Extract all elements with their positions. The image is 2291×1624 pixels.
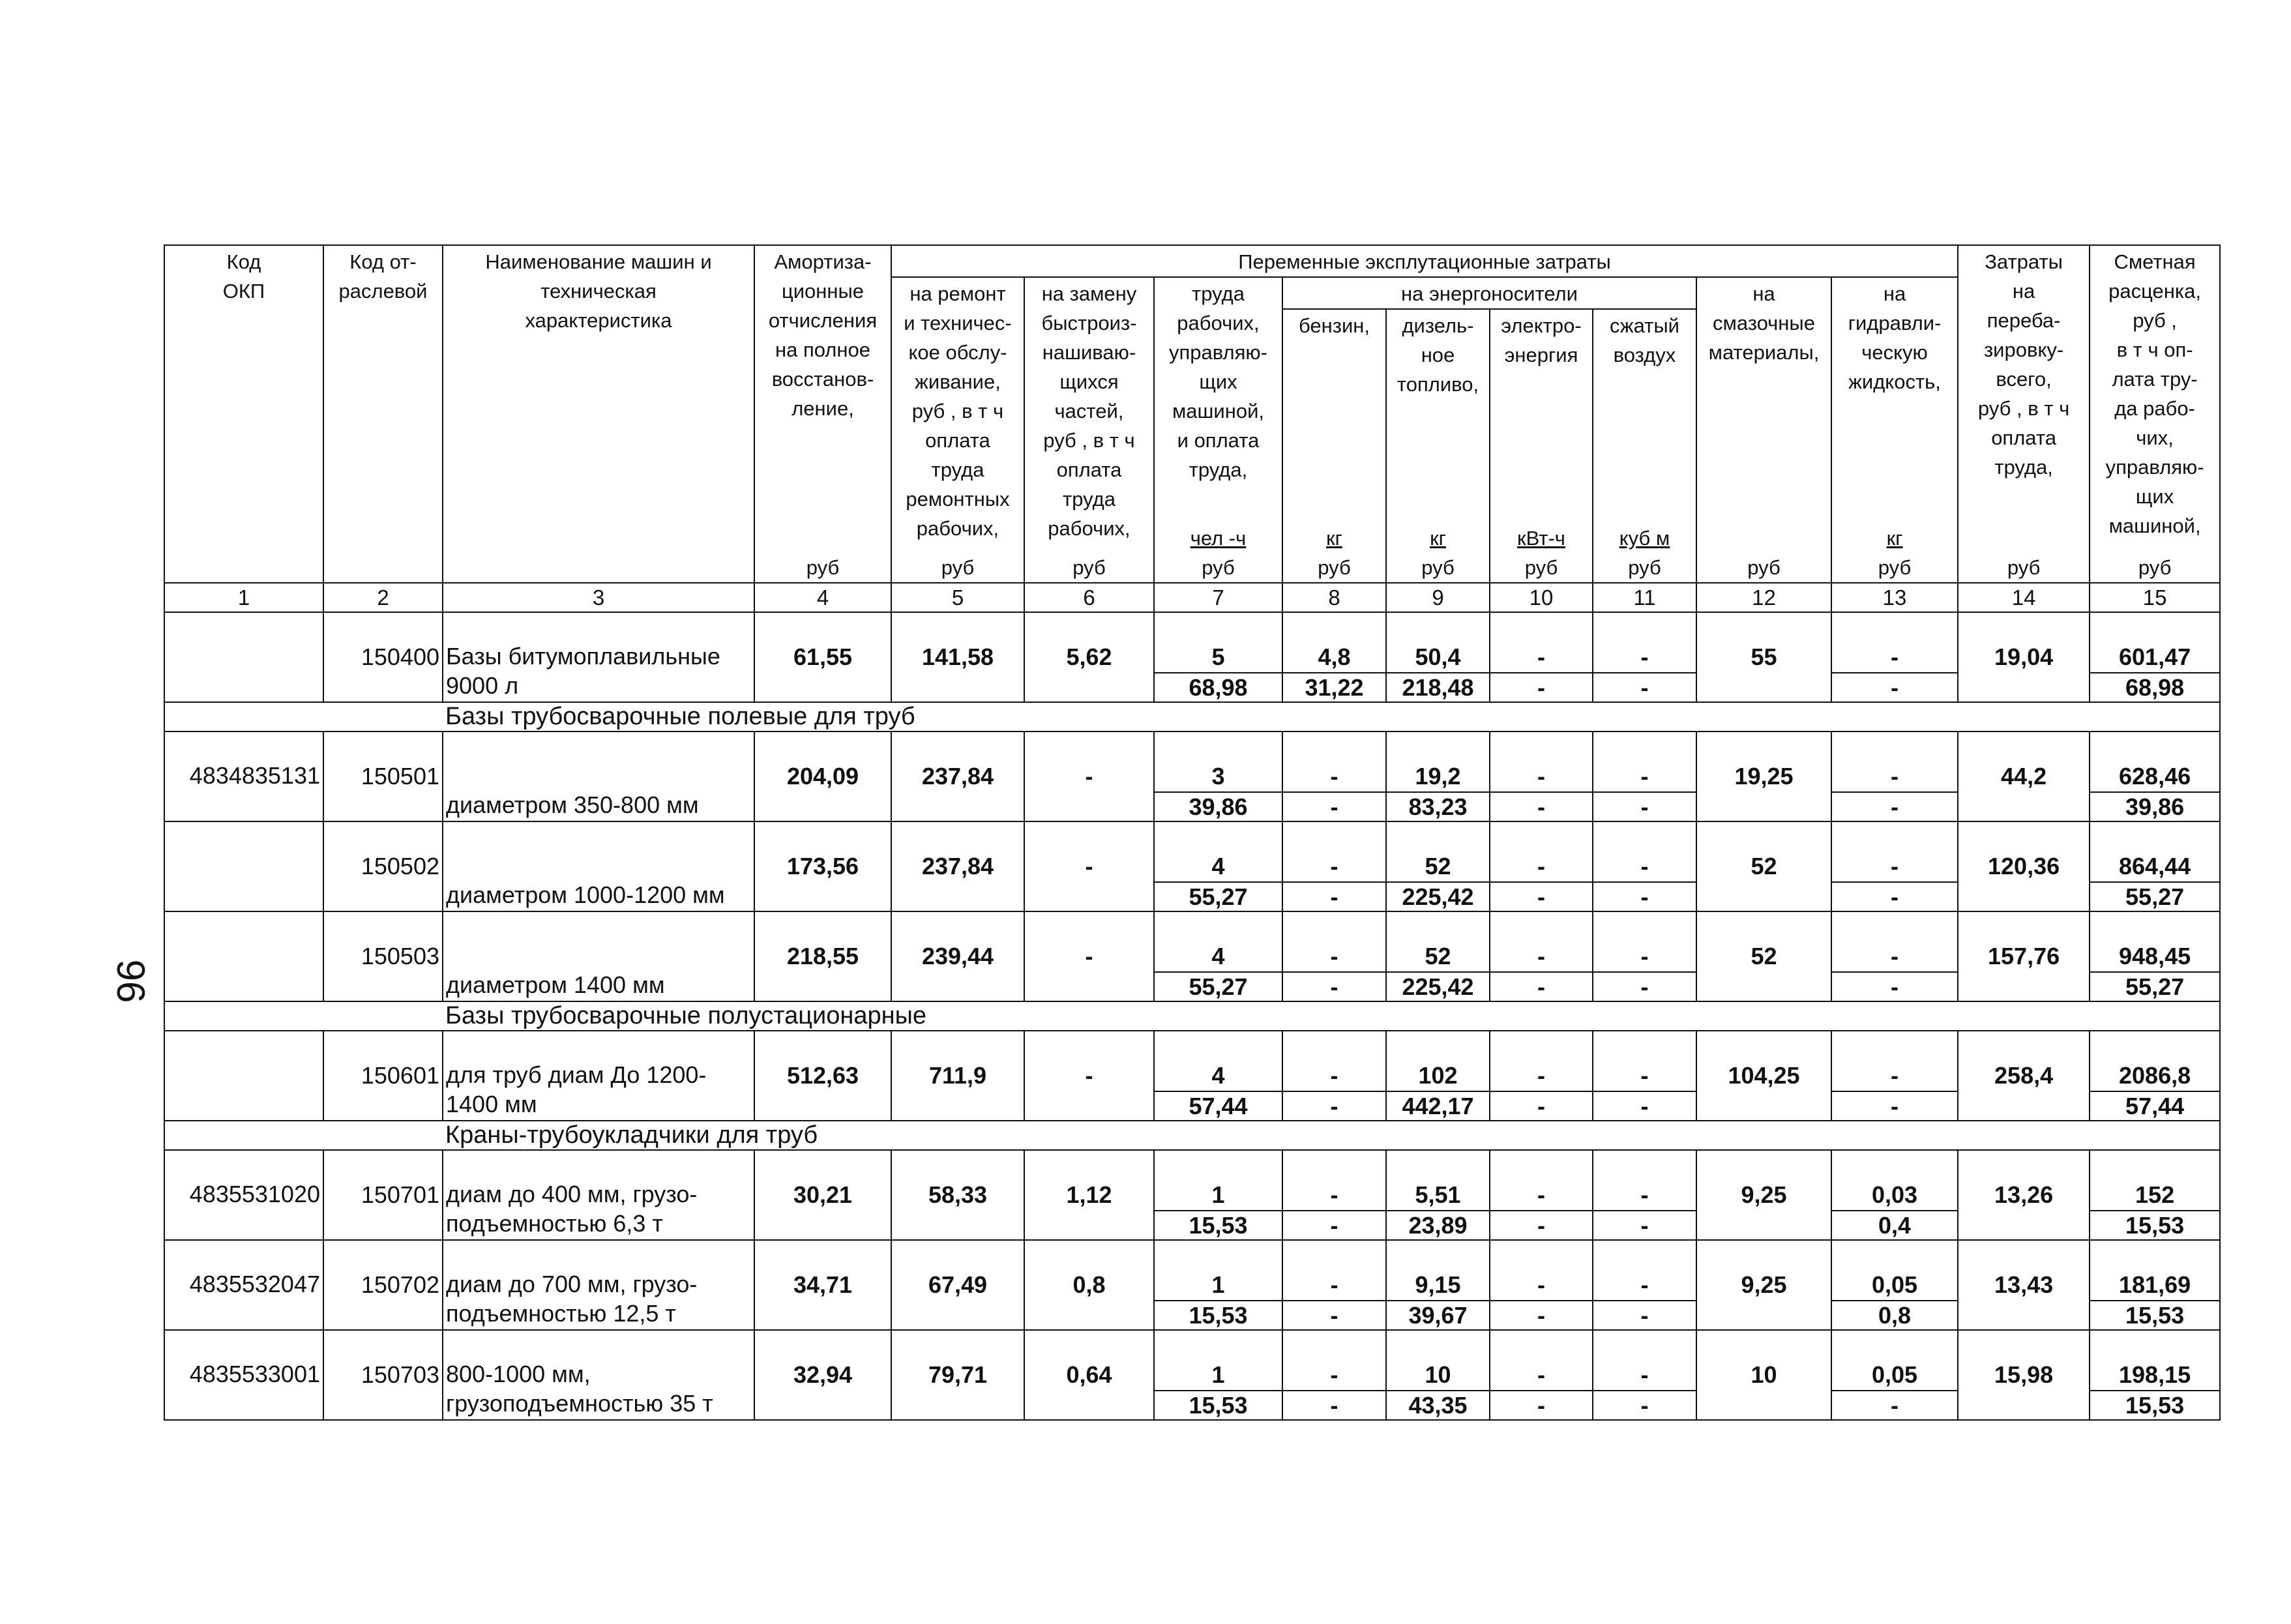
labor-cost: 15,53 bbox=[1154, 1211, 1282, 1240]
hydraulic-cost: - bbox=[1831, 792, 1958, 821]
estimated-rate: 864,44 bbox=[2090, 821, 2220, 882]
rebase-value: 157,76 bbox=[1958, 911, 2090, 1001]
header-energy: на энергоносители bbox=[1282, 277, 1696, 309]
estimated-rate-labor: 15,53 bbox=[2090, 1301, 2220, 1330]
petrol-cost: - bbox=[1282, 882, 1386, 911]
air-m3: - bbox=[1593, 612, 1696, 673]
hydraulic-kg: - bbox=[1831, 911, 1958, 972]
table-row bbox=[164, 612, 2220, 673]
electricity-cost: - bbox=[1490, 1091, 1593, 1121]
air-cost: - bbox=[1593, 1301, 1696, 1330]
repair-value: 67,49 bbox=[891, 1240, 1024, 1330]
table-row bbox=[164, 1150, 2220, 1211]
diesel-cost: 218,48 bbox=[1386, 673, 1490, 702]
rebase-value: 15,98 bbox=[1958, 1330, 2090, 1420]
labor-cost: 15,53 bbox=[1154, 1391, 1282, 1420]
petrol-kg: - bbox=[1282, 1330, 1386, 1391]
amortization-value: 34,71 bbox=[754, 1240, 891, 1330]
air-m3: - bbox=[1593, 821, 1696, 882]
labor-hours: 4 bbox=[1154, 1031, 1282, 1091]
hydraulic-cost: - bbox=[1831, 972, 1958, 1001]
rate-table bbox=[164, 244, 2221, 1421]
estimated-rate-labor: 39,86 bbox=[2090, 792, 2220, 821]
amortization-value: 204,09 bbox=[754, 731, 891, 821]
header-machine-name: Наименование машин и техническая характеристика bbox=[443, 245, 754, 583]
header-estimated-rate: Сметная расценка, руб , в т ч оп- лата тру- да рабо- чих, управляю- щих машиной, руб bbox=[2090, 245, 2220, 583]
hydraulic-kg: 0,05 bbox=[1831, 1240, 1958, 1301]
rebase-value: 44,2 bbox=[1958, 731, 2090, 821]
column-number: 8 bbox=[1282, 583, 1386, 612]
table-body bbox=[164, 612, 2220, 1420]
okp-code bbox=[164, 911, 323, 1001]
lubricants-value: 52 bbox=[1696, 911, 1831, 1001]
okp-code: 4835533001 bbox=[164, 1330, 323, 1420]
machine-name: 800-1000 мм, грузоподъемностью 35 т bbox=[443, 1330, 754, 1420]
section-header-row bbox=[164, 1001, 2220, 1031]
table-row bbox=[164, 911, 2220, 972]
hydraulic-kg: - bbox=[1831, 612, 1958, 673]
column-number: 7 bbox=[1154, 583, 1282, 612]
parts-value: - bbox=[1024, 911, 1154, 1001]
rebase-value: 13,26 bbox=[1958, 1150, 2090, 1240]
diesel-kg: 19,2 bbox=[1386, 731, 1490, 792]
electricity-cost: - bbox=[1490, 1211, 1593, 1240]
labor-cost: 55,27 bbox=[1154, 972, 1282, 1001]
machine-name: диаметром 1400 мм bbox=[443, 911, 754, 1001]
hydraulic-cost: 0,4 bbox=[1831, 1211, 1958, 1240]
diesel-kg: 50,4 bbox=[1386, 612, 1490, 673]
petrol-kg: - bbox=[1282, 1150, 1386, 1211]
table-row bbox=[164, 1330, 2220, 1391]
column-number: 14 bbox=[1958, 583, 2090, 612]
estimated-rate-labor: 68,98 bbox=[2090, 673, 2220, 702]
air-cost: - bbox=[1593, 882, 1696, 911]
branch-code: 150703 bbox=[323, 1330, 443, 1420]
petrol-kg: - bbox=[1282, 731, 1386, 792]
branch-code: 150702 bbox=[323, 1240, 443, 1330]
column-number: 3 bbox=[443, 583, 754, 612]
lubricants-value: 104,25 bbox=[1696, 1031, 1831, 1121]
branch-code: 150701 bbox=[323, 1150, 443, 1240]
header-electricity: электро- энергия кВт-ч руб bbox=[1490, 309, 1593, 583]
amortization-value: 32,94 bbox=[754, 1330, 891, 1420]
okp-code: 4834835131 bbox=[164, 731, 323, 821]
hydraulic-kg: - bbox=[1831, 731, 1958, 792]
column-number: 2 bbox=[323, 583, 443, 612]
diesel-cost: 43,35 bbox=[1386, 1391, 1490, 1420]
electricity-cost: - bbox=[1490, 792, 1593, 821]
estimated-rate-labor: 15,53 bbox=[2090, 1391, 2220, 1420]
branch-code: 150501 bbox=[323, 731, 443, 821]
repair-value: 237,84 bbox=[891, 821, 1024, 911]
air-m3: - bbox=[1593, 1330, 1696, 1391]
amortization-value: 173,56 bbox=[754, 821, 891, 911]
section-header-row bbox=[164, 702, 2220, 731]
column-number: 12 bbox=[1696, 583, 1831, 612]
repair-value: 58,33 bbox=[891, 1150, 1024, 1240]
header-labor: труда рабочих, управляю- щих машиной, и оплата труда, чел -ч руб bbox=[1154, 277, 1282, 583]
amortization-value: 61,55 bbox=[754, 612, 891, 702]
machine-name: для труб диам До 1200- 1400 мм bbox=[443, 1031, 754, 1121]
repair-value: 141,58 bbox=[891, 612, 1024, 702]
okp-code: 4835532047 bbox=[164, 1240, 323, 1330]
labor-cost: 55,27 bbox=[1154, 882, 1282, 911]
repair-value: 237,84 bbox=[891, 731, 1024, 821]
electricity-cost: - bbox=[1490, 1301, 1593, 1330]
labor-hours: 1 bbox=[1154, 1240, 1282, 1301]
branch-code: 150503 bbox=[323, 911, 443, 1001]
electricity-kwh: - bbox=[1490, 1330, 1593, 1391]
electricity-kwh: - bbox=[1490, 612, 1593, 673]
parts-value: - bbox=[1024, 1031, 1154, 1121]
parts-value: 0,8 bbox=[1024, 1240, 1154, 1330]
diesel-cost: 225,42 bbox=[1386, 972, 1490, 1001]
parts-value: 0,64 bbox=[1024, 1330, 1154, 1420]
petrol-kg: 4,8 bbox=[1282, 612, 1386, 673]
lubricants-value: 10 bbox=[1696, 1330, 1831, 1420]
diesel-cost: 83,23 bbox=[1386, 792, 1490, 821]
column-number: 5 bbox=[891, 583, 1024, 612]
labor-hours: 4 bbox=[1154, 911, 1282, 972]
column-number: 6 bbox=[1024, 583, 1154, 612]
estimated-rate: 948,45 bbox=[2090, 911, 2220, 972]
estimated-rate-labor: 55,27 bbox=[2090, 882, 2220, 911]
rebase-value: 13,43 bbox=[1958, 1240, 2090, 1330]
estimated-rate: 152 bbox=[2090, 1150, 2220, 1211]
electricity-cost: - bbox=[1490, 972, 1593, 1001]
estimated-rate: 601,47 bbox=[2090, 612, 2220, 673]
estimated-rate: 198,15 bbox=[2090, 1330, 2220, 1391]
hydraulic-kg: 0,03 bbox=[1831, 1150, 1958, 1211]
estimated-rate-labor: 57,44 bbox=[2090, 1091, 2220, 1121]
air-m3: - bbox=[1593, 1240, 1696, 1301]
labor-hours: 1 bbox=[1154, 1330, 1282, 1391]
repair-value: 711,9 bbox=[891, 1031, 1024, 1121]
lubricants-value: 52 bbox=[1696, 821, 1831, 911]
column-number: 15 bbox=[2090, 583, 2220, 612]
amortization-value: 30,21 bbox=[754, 1150, 891, 1240]
air-m3: - bbox=[1593, 911, 1696, 972]
diesel-cost: 39,67 bbox=[1386, 1301, 1490, 1330]
rate-table-container bbox=[164, 244, 2221, 1421]
diesel-kg: 10 bbox=[1386, 1330, 1490, 1391]
hydraulic-cost: - bbox=[1831, 882, 1958, 911]
diesel-cost: 23,89 bbox=[1386, 1211, 1490, 1240]
petrol-cost: 31,22 bbox=[1282, 673, 1386, 702]
column-number: 13 bbox=[1831, 583, 1958, 612]
electricity-kwh: - bbox=[1490, 1150, 1593, 1211]
diesel-cost: 225,42 bbox=[1386, 882, 1490, 911]
branch-code: 150502 bbox=[323, 821, 443, 911]
header-diesel: дизель- ное топливо, кг руб bbox=[1386, 309, 1490, 583]
table-row bbox=[164, 731, 2220, 792]
header-variable-costs: Переменные эксплутационные затраты bbox=[891, 245, 1958, 277]
header-hydraulic: на гидравли- ческую жидкость, кг руб bbox=[1831, 277, 1958, 583]
petrol-kg: - bbox=[1282, 821, 1386, 882]
air-m3: - bbox=[1593, 731, 1696, 792]
section-spacer bbox=[164, 1001, 443, 1031]
electricity-kwh: - bbox=[1490, 1240, 1593, 1301]
section-title: Базы трубосварочные полевые для труб bbox=[443, 702, 2220, 731]
column-number: 11 bbox=[1593, 583, 1696, 612]
air-cost: - bbox=[1593, 1391, 1696, 1420]
labor-cost: 39,86 bbox=[1154, 792, 1282, 821]
hydraulic-cost: - bbox=[1831, 673, 1958, 702]
amortization-value: 218,55 bbox=[754, 911, 891, 1001]
rebase-value: 120,36 bbox=[1958, 821, 2090, 911]
table-row bbox=[164, 1031, 2220, 1091]
machine-name: диам до 400 мм, грузо- подъемностью 6,3 т bbox=[443, 1150, 754, 1240]
parts-value: 1,12 bbox=[1024, 1150, 1154, 1240]
parts-value: - bbox=[1024, 731, 1154, 821]
rebase-value: 19,04 bbox=[1958, 612, 2090, 702]
okp-code: 4835531020 bbox=[164, 1150, 323, 1240]
labor-hours: 4 bbox=[1154, 821, 1282, 882]
column-number: 4 bbox=[754, 583, 891, 612]
hydraulic-kg: - bbox=[1831, 821, 1958, 882]
petrol-cost: - bbox=[1282, 1301, 1386, 1330]
header-okp: Код ОКП bbox=[164, 245, 323, 583]
section-title: Краны-трубоукладчики для труб bbox=[443, 1121, 2220, 1150]
lubricants-value: 19,25 bbox=[1696, 731, 1831, 821]
header-parts: на замену быстроиз- нашиваю- щихся частей, руб , в т ч оплата труда рабочих, руб bbox=[1024, 277, 1154, 583]
diesel-kg: 52 bbox=[1386, 911, 1490, 972]
header-petrol: бензин, кг руб bbox=[1282, 309, 1386, 583]
air-cost: - bbox=[1593, 792, 1696, 821]
electricity-kwh: - bbox=[1490, 1031, 1593, 1091]
estimated-rate-labor: 55,27 bbox=[2090, 972, 2220, 1001]
header-repair: на ремонт и техничес- кое обслу- живание, руб , в т ч оплата труда ремонтных рабочих, руб bbox=[891, 277, 1024, 583]
labor-cost: 15,53 bbox=[1154, 1301, 1282, 1330]
air-cost: - bbox=[1593, 1091, 1696, 1121]
header-compressed-air: сжатый воздух куб м руб bbox=[1593, 309, 1696, 583]
hydraulic-cost: - bbox=[1831, 1091, 1958, 1121]
labor-cost: 68,98 bbox=[1154, 673, 1282, 702]
machine-name: диам до 700 мм, грузо- подъемностью 12,5 т bbox=[443, 1240, 754, 1330]
section-title: Базы трубосварочные полустационарные bbox=[443, 1001, 2220, 1031]
petrol-kg: - bbox=[1282, 1031, 1386, 1091]
header-amortization: Амортиза- ционные отчисления на полное восстанов- ление, руб bbox=[754, 245, 891, 583]
labor-cost: 57,44 bbox=[1154, 1091, 1282, 1121]
machine-name: диаметром 1000-1200 мм bbox=[443, 821, 754, 911]
air-cost: - bbox=[1593, 673, 1696, 702]
table-row bbox=[164, 821, 2220, 882]
air-cost: - bbox=[1593, 1211, 1696, 1240]
hydraulic-kg: - bbox=[1831, 1031, 1958, 1091]
hydraulic-cost: 0,8 bbox=[1831, 1301, 1958, 1330]
petrol-cost: - bbox=[1282, 792, 1386, 821]
okp-code bbox=[164, 612, 323, 702]
petrol-cost: - bbox=[1282, 1091, 1386, 1121]
petrol-cost: - bbox=[1282, 972, 1386, 1001]
lubricants-value: 55 bbox=[1696, 612, 1831, 702]
electricity-cost: - bbox=[1490, 882, 1593, 911]
petrol-kg: - bbox=[1282, 911, 1386, 972]
parts-value: - bbox=[1024, 821, 1154, 911]
column-number: 9 bbox=[1386, 583, 1490, 612]
petrol-kg: - bbox=[1282, 1240, 1386, 1301]
labor-hours: 1 bbox=[1154, 1150, 1282, 1211]
repair-value: 239,44 bbox=[891, 911, 1024, 1001]
electricity-kwh: - bbox=[1490, 911, 1593, 972]
column-number: 1 bbox=[164, 583, 323, 612]
rebase-value: 258,4 bbox=[1958, 1031, 2090, 1121]
column-number-row bbox=[164, 583, 2220, 612]
electricity-cost: - bbox=[1490, 673, 1593, 702]
petrol-cost: - bbox=[1282, 1391, 1386, 1420]
electricity-kwh: - bbox=[1490, 731, 1593, 792]
amortization-value: 512,63 bbox=[754, 1031, 891, 1121]
page-number: 96 bbox=[109, 959, 153, 1003]
header-rebase: Затраты на переба- зировку- всего, руб , в т ч оплата труда, руб bbox=[1958, 245, 2090, 583]
column-number: 10 bbox=[1490, 583, 1593, 612]
machine-name: Базы битумоплавильные 9000 л bbox=[443, 612, 754, 702]
petrol-cost: - bbox=[1282, 1211, 1386, 1240]
lubricants-value: 9,25 bbox=[1696, 1240, 1831, 1330]
branch-code: 150400 bbox=[323, 612, 443, 702]
repair-value: 79,71 bbox=[891, 1330, 1024, 1420]
air-cost: - bbox=[1593, 972, 1696, 1001]
section-header-row bbox=[164, 1121, 2220, 1150]
estimated-rate: 181,69 bbox=[2090, 1240, 2220, 1301]
machine-name: диаметром 350-800 мм bbox=[443, 731, 754, 821]
diesel-kg: 9,15 bbox=[1386, 1240, 1490, 1301]
estimated-rate: 628,46 bbox=[2090, 731, 2220, 792]
hydraulic-cost: - bbox=[1831, 1391, 1958, 1420]
section-spacer bbox=[164, 1121, 443, 1150]
electricity-kwh: - bbox=[1490, 821, 1593, 882]
header-lubricants: на смазочные материалы, руб bbox=[1696, 277, 1831, 583]
table-header bbox=[164, 245, 2220, 612]
okp-code bbox=[164, 1031, 323, 1121]
estimated-rate-labor: 15,53 bbox=[2090, 1211, 2220, 1240]
electricity-cost: - bbox=[1490, 1391, 1593, 1420]
diesel-kg: 5,51 bbox=[1386, 1150, 1490, 1211]
labor-hours: 3 bbox=[1154, 731, 1282, 792]
labor-hours: 5 bbox=[1154, 612, 1282, 673]
okp-code bbox=[164, 821, 323, 911]
air-m3: - bbox=[1593, 1031, 1696, 1091]
section-spacer bbox=[164, 702, 443, 731]
header-branch-code: Код от- раслевой bbox=[323, 245, 443, 583]
diesel-kg: 102 bbox=[1386, 1031, 1490, 1091]
hydraulic-kg: 0,05 bbox=[1831, 1330, 1958, 1391]
table-row bbox=[164, 1240, 2220, 1301]
estimated-rate: 2086,8 bbox=[2090, 1031, 2220, 1091]
diesel-kg: 52 bbox=[1386, 821, 1490, 882]
lubricants-value: 9,25 bbox=[1696, 1150, 1831, 1240]
diesel-cost: 442,17 bbox=[1386, 1091, 1490, 1121]
parts-value: 5,62 bbox=[1024, 612, 1154, 702]
branch-code: 150601 bbox=[323, 1031, 443, 1121]
air-m3: - bbox=[1593, 1150, 1696, 1211]
